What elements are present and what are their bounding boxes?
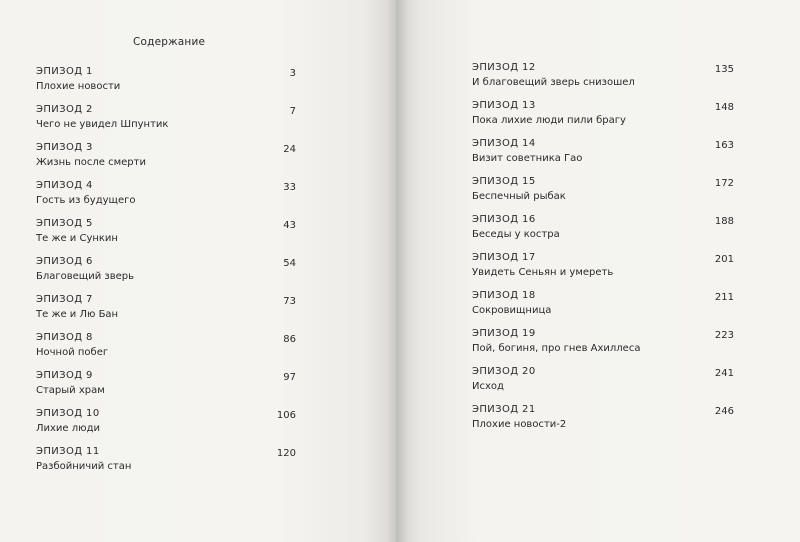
page-number: 54 [283, 258, 296, 269]
toc-entry [36, 408, 296, 442]
toc-entry [472, 290, 734, 324]
page-number: 43 [283, 220, 296, 231]
episode-title: Те же и Лю Бан [36, 309, 119, 320]
episode-title: Пока лихие люди пили брагу [472, 115, 626, 126]
toc-entry [472, 100, 734, 134]
episode-label: ЭПИЗОД 9 [36, 370, 93, 381]
page-number: 163 [714, 140, 734, 151]
episode-label: ЭПИЗОД 15 [472, 176, 536, 187]
episode-label: ЭПИЗОД 21 [472, 404, 536, 415]
episode-label: ЭПИЗОД 11 [36, 446, 100, 457]
toc-entry [36, 256, 296, 290]
toc-entry [36, 180, 296, 214]
episode-title: Беспечный рыбак [472, 191, 566, 202]
page-number: 120 [276, 448, 296, 459]
episode-title: Чего не увидел Шпунтик [36, 119, 169, 130]
episode-title: Гость из будущего [36, 195, 136, 206]
page-number: 33 [283, 182, 296, 193]
episode-title: Беседы у костра [472, 229, 560, 240]
episode-title: Благовещий зверь [36, 271, 134, 282]
episode-label: ЭПИЗОД 1 [36, 66, 93, 77]
episode-label: ЭПИЗОД 20 [472, 366, 536, 377]
page-number: 223 [714, 330, 734, 341]
page-number: 3 [289, 68, 296, 79]
page-number: 211 [714, 292, 734, 303]
page-number: 86 [283, 334, 296, 345]
episode-title: Лихие люди [36, 423, 100, 434]
page-number: 106 [276, 410, 296, 421]
page-number: 241 [714, 368, 734, 379]
episode-label: ЭПИЗОД 14 [472, 138, 536, 149]
page-number: 188 [714, 216, 734, 227]
toc-entry [36, 104, 296, 138]
book-gutter [386, 0, 408, 542]
page-number: 7 [289, 106, 296, 117]
toc-entry [36, 66, 296, 100]
episode-title: Исход [472, 381, 504, 392]
page-number: 135 [714, 64, 734, 75]
episode-label: ЭПИЗОД 7 [36, 294, 93, 305]
toc-entry [36, 446, 296, 480]
episode-label: ЭПИЗОД 19 [472, 328, 536, 339]
toc-entry [36, 370, 296, 404]
toc-entry [472, 404, 734, 438]
episode-label: ЭПИЗОД 13 [472, 100, 536, 111]
toc-entry [472, 138, 734, 172]
episode-title: Старый храм [36, 385, 105, 396]
episode-label: ЭПИЗОД 18 [472, 290, 536, 301]
episode-label: ЭПИЗОД 17 [472, 252, 536, 263]
contents-title: Содержание [133, 36, 206, 48]
toc-entry [36, 218, 296, 252]
episode-title: Ночной побег [36, 347, 109, 358]
page-number: 246 [714, 406, 734, 417]
page-number: 172 [714, 178, 734, 189]
toc-entry [472, 252, 734, 286]
episode-title: Те же и Сункин [36, 233, 118, 244]
episode-label: ЭПИЗОД 16 [472, 214, 536, 225]
episode-label: ЭПИЗОД 5 [36, 218, 93, 229]
episode-label: ЭПИЗОД 6 [36, 256, 93, 267]
toc-entry [36, 142, 296, 176]
episode-title: Жизнь после смерти [36, 157, 146, 168]
page-number: 148 [714, 102, 734, 113]
episode-title: Пой, богиня, про гнев Ахиллеса [472, 343, 641, 354]
toc-entry [472, 176, 734, 210]
page-number: 24 [283, 144, 296, 155]
episode-title: И благовещий зверь снизошел [472, 77, 635, 88]
episode-label: ЭПИЗОД 8 [36, 332, 93, 343]
episode-label: ЭПИЗОД 3 [36, 142, 93, 153]
toc-entry [472, 328, 734, 362]
episode-title: Разбойничий стан [36, 461, 132, 472]
episode-label: ЭПИЗОД 10 [36, 408, 100, 419]
page-number: 73 [283, 296, 296, 307]
toc-entry [472, 62, 734, 96]
toc-entry [472, 366, 734, 400]
episode-title: Сокровищница [472, 305, 552, 316]
toc-entry [36, 332, 296, 366]
toc-entry [36, 294, 296, 328]
episode-title: Визит советника Гао [472, 153, 583, 164]
page-number: 97 [283, 372, 296, 383]
episode-title: Плохие новости [36, 81, 121, 92]
episode-label: ЭПИЗОД 12 [472, 62, 536, 73]
page-number: 201 [714, 254, 734, 265]
episode-title: Увидеть Сеньян и умереть [472, 267, 614, 278]
toc-entry [472, 214, 734, 248]
episode-title: Плохие новости-2 [472, 419, 567, 430]
episode-label: ЭПИЗОД 2 [36, 104, 93, 115]
episode-label: ЭПИЗОД 4 [36, 180, 93, 191]
